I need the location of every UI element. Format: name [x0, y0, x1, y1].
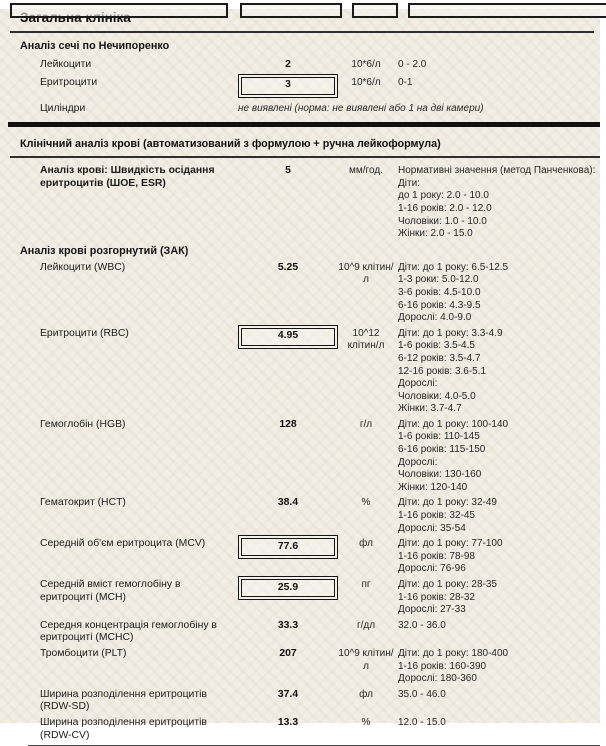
- reference-range: [394, 648, 600, 686]
- parameter-name: Еритроцити: [40, 76, 98, 88]
- reference-line: 1-16 років: 28-32: [398, 591, 475, 603]
- parameter-value: [238, 579, 338, 617]
- reference-range: [394, 328, 600, 416]
- parameter-value: [238, 620, 338, 645]
- lab-result-row: [40, 77, 600, 98]
- parameter-unit: пг: [361, 579, 371, 590]
- result-value: 77.6: [238, 535, 338, 559]
- reference-line: 12.0 - 15.0: [398, 716, 446, 728]
- lab-result-row: [40, 538, 600, 576]
- reference-line: Діти: до 1 року: 6.5-12.5: [398, 261, 509, 273]
- reference-line: 35.0 - 46.0: [398, 688, 446, 700]
- lab-result-row: [40, 648, 600, 686]
- reference-line: 1-16 років: 2.0 - 12.0: [398, 202, 492, 214]
- lab-result-row: [40, 717, 600, 742]
- reference-range: [394, 77, 600, 98]
- parameter-name: Середній об'єм еритроцита (MCV): [40, 538, 206, 550]
- result-note: не виявлені (норма: не виявлені або 1 на дві камери): [238, 102, 484, 114]
- parameter-name: Ширина розподілення еритроцитів (RDW-SD): [40, 688, 207, 713]
- reference-line: 0 - 2.0: [398, 59, 427, 70]
- reference-line: Дорослі: 35-54: [398, 522, 466, 534]
- reference-line: 1-16 років: 32-45: [398, 510, 475, 522]
- section-divider: [8, 122, 600, 127]
- reference-line: Дорослі: 76-96: [398, 563, 466, 575]
- parameter-unit: фл: [359, 538, 373, 550]
- reference-range: [394, 165, 600, 241]
- reference-range: [394, 689, 600, 714]
- reference-line: 0-1: [398, 76, 413, 88]
- parameter-unit: г/л: [359, 418, 373, 430]
- result-value: 5: [285, 165, 291, 177]
- parameter-unit: мм/год.: [349, 165, 383, 177]
- parameter-unit: фл: [359, 688, 373, 700]
- reference-range: [394, 419, 600, 495]
- parameter-value: [238, 689, 338, 714]
- reference-range: [394, 262, 600, 325]
- result-value: 38.4: [277, 497, 299, 509]
- parameter-unit: 10*6/л: [351, 76, 381, 88]
- reference-line: Жінки: 2.0 - 15.0: [398, 228, 473, 240]
- parameter-value: [238, 328, 338, 416]
- reference-line: Діти: до 1 року: 77-100: [398, 538, 503, 550]
- parameter-name: Гемоглобін (HGB): [40, 418, 126, 430]
- parameter-unit: %: [361, 497, 371, 509]
- cbc-subheading: Аналіз крові розгорнутий (ЗАК): [20, 244, 189, 257]
- result-value: 13.3: [277, 716, 299, 728]
- reference-line: до 1 року: 2.0 - 10.0: [398, 190, 489, 202]
- parameter-unit: %: [361, 716, 371, 728]
- parameter-name: Лейкоцити (WBC): [40, 261, 126, 273]
- result-value: 5.25: [277, 261, 299, 273]
- parameter-name: Лейкоцити: [40, 59, 92, 70]
- reference-line: 1-16 років: 160-390: [398, 660, 487, 672]
- result-value: 25.9: [238, 576, 338, 600]
- reference-line: Дорослі:: [398, 378, 438, 390]
- parameter-unit: 10^12 клітин/л: [347, 327, 385, 352]
- reference-range: [394, 620, 600, 645]
- reference-range: [394, 579, 600, 617]
- reference-line: Дорослі: 180-360: [398, 673, 477, 685]
- lab-result-row: [40, 497, 600, 535]
- reference-line: 12-16 років: 3.6-5.1: [398, 365, 487, 377]
- lab-result-row: [40, 103, 600, 116]
- result-value: 207: [279, 647, 297, 659]
- reference-line: Дорослі: 27-33: [398, 604, 466, 616]
- lab-result-row: [40, 419, 600, 495]
- parameter-value: [238, 165, 338, 241]
- parameter-value: [238, 419, 338, 495]
- lab-result-row: [40, 59, 600, 72]
- parameter-unit: 10^9 клітин/л: [338, 647, 394, 672]
- lab-result-row: [40, 328, 600, 416]
- urine-section-heading: Аналіз сечі по Нечипоренко: [20, 40, 170, 52]
- parameter-name: Тромбоцити (PLT): [40, 647, 127, 659]
- parameter-value: [238, 262, 338, 325]
- reference-line: Дорослі: 4.0-9.0: [398, 312, 472, 324]
- reference-range: [394, 497, 600, 535]
- reference-line: Діти: до 1 року: 180-400: [398, 647, 509, 659]
- reference-line: 3-6 років: 4.5-10.0: [398, 286, 481, 298]
- parameter-value: [238, 538, 338, 576]
- parameter-value: [238, 717, 338, 742]
- lab-result-row: [40, 262, 600, 325]
- lab-result-row: [40, 689, 600, 714]
- reference-line: Діти: до 1 року: 28-35: [398, 579, 497, 590]
- parameter-unit: 10*6/л: [351, 59, 381, 70]
- parameter-value: [238, 497, 338, 535]
- result-value: 4.95: [238, 325, 338, 349]
- parameter-name: Ширина розподілення еритроцитів (RDW-CV): [40, 716, 207, 741]
- reference-line: Жінки: 120-140: [398, 481, 468, 493]
- blood-section-heading: Клінічний аналіз крові (автоматизований з формулою + ручна лейкоформула): [20, 138, 441, 151]
- reference-line: 32.0 - 36.0: [398, 619, 446, 631]
- reference-line: 1-16 років: 78-98: [398, 550, 475, 562]
- lab-result-row: [40, 620, 600, 645]
- result-value: 3: [238, 74, 338, 98]
- reference-line: Нормативні значення (метод Панченкова):: [398, 165, 596, 177]
- cropped-field-box: [408, 3, 606, 18]
- reference-line: Діти: до 1 року: 100-140: [398, 418, 509, 430]
- parameter-name: Середня концентрація гемоглобіну в еритроциті (MCHC): [40, 619, 217, 644]
- reference-line: 1-3 роки: 5.0-12.0: [398, 274, 479, 286]
- result-value: 2: [285, 59, 291, 70]
- reference-range: [394, 717, 600, 742]
- reference-range: [394, 59, 600, 72]
- parameter-name: Аналіз крові: Швидкість осідання еритроцитів (ШОЕ, ESR): [40, 165, 215, 189]
- reference-range: [394, 538, 600, 576]
- reference-line: Чоловіки: 1.0 - 10.0: [398, 215, 487, 227]
- cropped-field-box: [352, 3, 398, 18]
- reference-line: 6-16 років: 115-150: [398, 444, 486, 456]
- parameter-name: Середній вміст гемоглобіну в еритроциті (MCH): [40, 579, 181, 603]
- parameter-name: Гематокрит (HCT): [40, 497, 126, 509]
- lab-report-page: [0, 9, 600, 741]
- reference-line: 6-12 років: 3.5-4.7: [398, 352, 481, 364]
- lab-result-row: [40, 579, 600, 617]
- reference-line: Діти: до 1 року: 32-49: [398, 497, 497, 509]
- parameter-unit: 10^9 клітин/л: [338, 261, 394, 286]
- parameter-name: Еритроцити (RBC): [40, 327, 129, 339]
- result-value: 37.4: [277, 688, 299, 700]
- parameter-name: Циліндри: [40, 102, 86, 114]
- result-value: 128: [279, 418, 297, 430]
- reference-line: Діти: до 1 року: 3.3-4.9: [398, 327, 503, 339]
- blood-section-heading-block: [10, 132, 600, 158]
- esr-result: [0, 165, 600, 241]
- urine-results: [0, 59, 600, 115]
- lab-result-row: [40, 165, 600, 241]
- cropped-field-box: [240, 3, 342, 18]
- reference-line: Жінки: 3.7-4.7: [398, 403, 462, 415]
- reference-line: Дорослі:: [398, 456, 438, 468]
- cropped-field-box: [10, 3, 228, 18]
- cbc-results: [0, 262, 600, 742]
- reference-line: Діти:: [398, 177, 420, 189]
- parameter-unit: г/дл: [356, 619, 376, 631]
- parameter-value: [238, 77, 338, 98]
- reference-line: Чоловіки: 130-160: [398, 469, 482, 481]
- reference-line: 1-6 років: 3.5-4.5: [398, 340, 475, 352]
- reference-line: 6-16 років: 4.3-9.5: [398, 299, 481, 311]
- result-value: 33.3: [277, 619, 299, 631]
- reference-line: 1-6 років: 110-145: [398, 431, 480, 443]
- parameter-value: [238, 59, 338, 72]
- reference-line: Чоловіки: 4.0-5.0: [398, 390, 476, 402]
- parameter-value: [238, 648, 338, 686]
